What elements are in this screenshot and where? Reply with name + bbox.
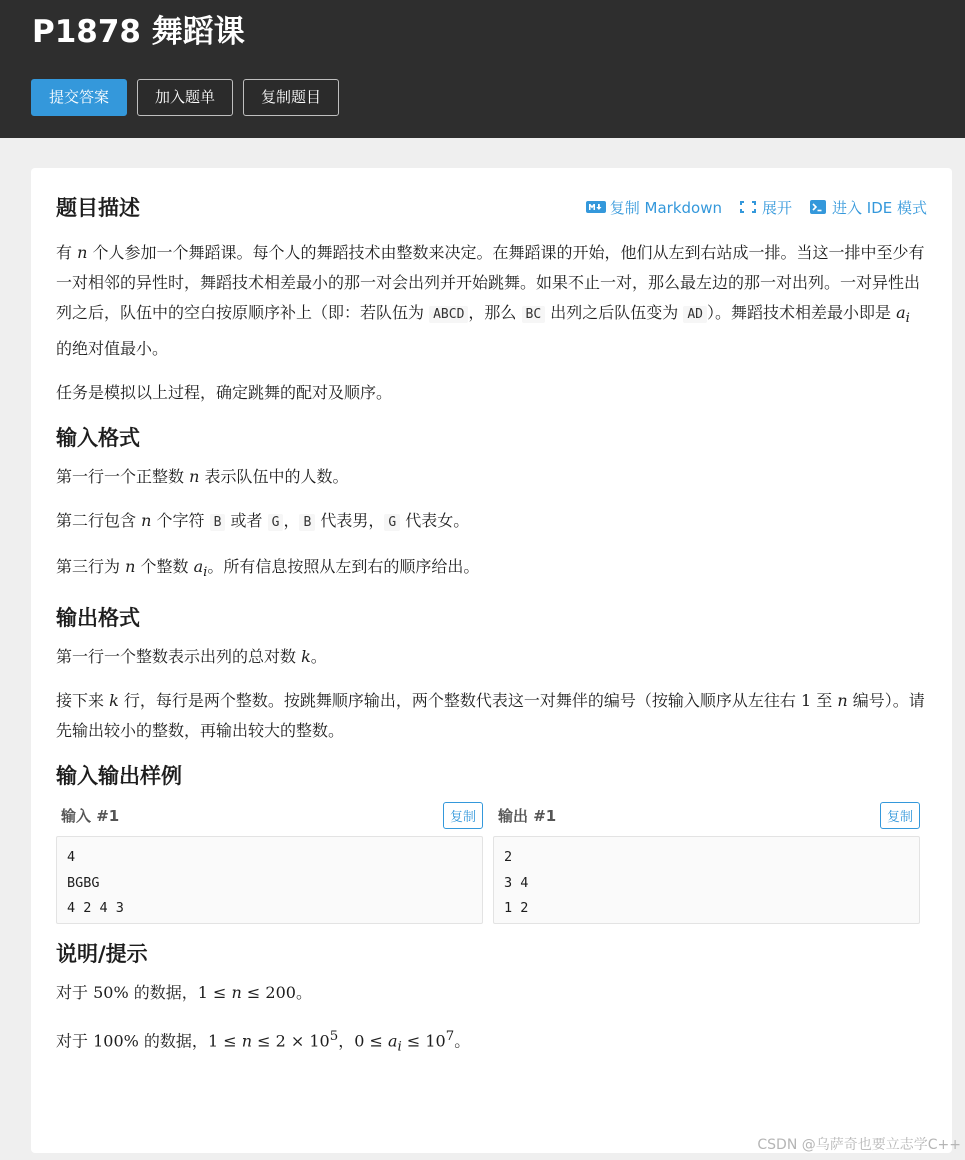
input-line-1: 第一行一个正整数 n 表示队伍中的人数。: [56, 467, 349, 487]
code-abcd: ABCD: [429, 306, 468, 323]
task-paragraph: 任务是模拟以上过程，确定跳舞的配对及顺序。: [56, 383, 393, 403]
description-heading: 题目描述: [56, 196, 140, 220]
problem-card: [31, 168, 952, 1153]
output-line-2: 接下来 k 行，每行是两个整数。按跳舞顺序输出，两个整数代表这一对舞伴的编号（按输入顺序从左往右 1 至 n 编号）。请先输出较小的整数，再输出较大的整数。: [56, 691, 925, 741]
action-buttons: [31, 79, 339, 116]
input-line-2: 第二行包含 n 个字符 B 或者 G ， B 代表男， G 代表女。: [56, 511, 470, 531]
samples-heading: 输入输出样例: [56, 764, 182, 789]
expand-icon: [738, 200, 758, 214]
code-bc: BC: [522, 306, 546, 323]
copy-input-button[interactable]: 复制: [443, 802, 483, 829]
card-header: [56, 186, 927, 228]
sample-input-code: 4 BGBG 4 2 4 3: [56, 836, 483, 924]
sample-output-title: 输出 #1: [498, 806, 557, 825]
watermark: CSDN @乌萨奇也要立志学C++: [757, 1137, 961, 1153]
hint-line-2: 对于 100% 的数据，$1 \le n \le 2 \times 10^5$，$0 \le a_i \le 10^7$。: [56, 1029, 471, 1055]
hint-heading: 说明/提示: [56, 942, 148, 967]
sample-input: [56, 800, 483, 924]
input-line-3: 第三行为 n 个整数 $a_i$。所有信息按照从左到右的顺序给出。: [56, 557, 480, 581]
page-title: P1878 舞蹈课: [32, 14, 245, 50]
sample-input-title: 输入 #1: [61, 806, 120, 825]
output-line-1: 第一行一个整数表示出列的总对数 k。: [56, 647, 327, 667]
add-to-list-button[interactable]: 加入题单: [137, 79, 233, 116]
copy-problem-button[interactable]: 复制题目: [243, 79, 339, 116]
terminal-icon: [808, 200, 828, 214]
code-ad: AD: [683, 306, 707, 323]
copy-output-button[interactable]: 复制: [880, 802, 920, 829]
hint-line-1: 对于 50% 的数据，1 ≤ n ≤ 200。: [56, 983, 312, 1003]
input-format-heading: 输入格式: [56, 426, 140, 451]
copy-markdown-link[interactable]: 复制 Markdown: [586, 197, 722, 218]
sample-output-code: 2 3 4 1 2: [493, 836, 920, 924]
output-format-heading: 输出格式: [56, 606, 140, 631]
expand-link[interactable]: 展开: [738, 197, 792, 218]
ide-mode-link[interactable]: 进入 IDE 模式: [808, 197, 927, 218]
sample-output: [493, 800, 920, 924]
samples: [56, 800, 927, 924]
toolbar: [586, 197, 927, 218]
description-paragraph: 有 n 个人参加一个舞蹈课。每个人的舞蹈技术由整数来决定。在舞蹈课的开始，他们从左到右站成一排。当这一排中至少有一对相邻的异性时，舞蹈技术相差最小的那一对会出列并开始跳舞。如果不止一对，那么最左边的那一对出列。一对异性出列之后，队伍中的空白按原顺序补上（即：若队伍为 ABCD ，那么 BC 出列之后队伍变为 AD ）。舞蹈技术相差最小即是 $a_i$ 的绝对值最小。: [56, 243, 925, 359]
top-bar: [0, 0, 965, 138]
markdown-icon: [586, 200, 606, 214]
submit-answer-button[interactable]: 提交答案: [31, 79, 127, 116]
